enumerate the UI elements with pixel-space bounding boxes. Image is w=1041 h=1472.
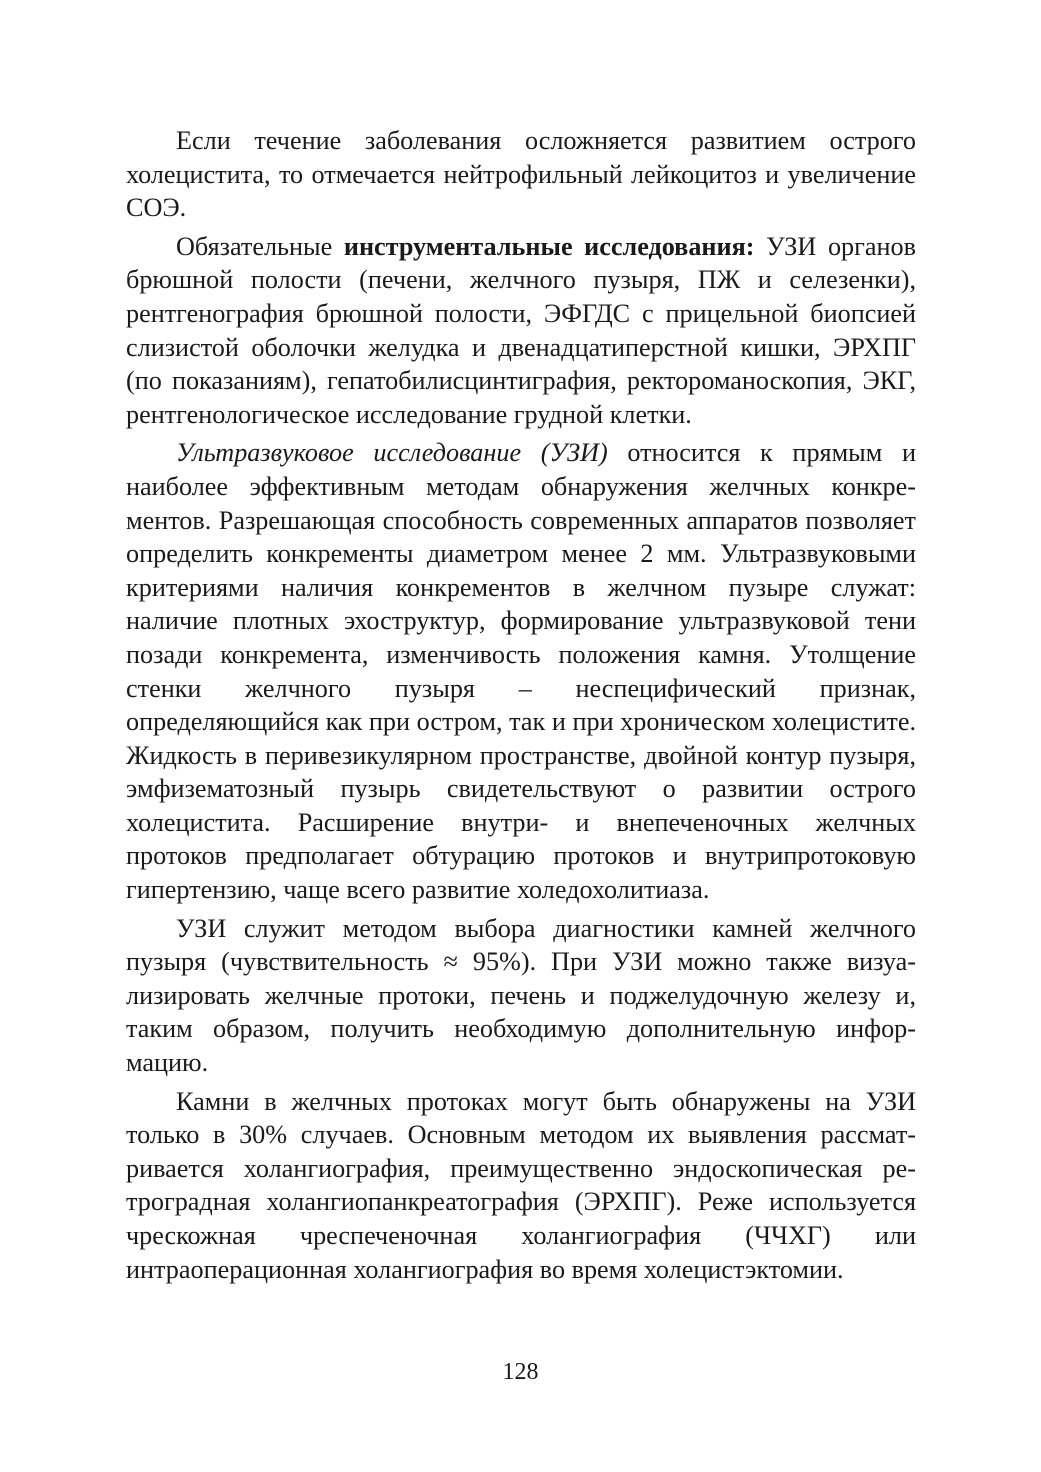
paragraph-5: Камни в желчных протоках могут быть обнаружены на УЗИ только в 30% случаев. Основным методом их выявления рассматривается холангиография, преимущественно эндоскопическая ретроградная холангиопанкреатография (ЭРХПГ). Реже используется чрескожная чреспеченочная холангиография (ЧЧХГ) или интраоперационная холангиография во время холецистэктомии. xyxy=(126,1086,916,1284)
paragraph-2-bold-term: инструментальные исследования: xyxy=(343,231,755,261)
paragraph-3-rest: относится к прямым и наиболее эффективным методам обнаружения желчных конкрементов. Разрешающая способность современных аппаратов позволяет определить конкременты диаметром менее 2 мм. Ультразвуковыми критериями наличия конкрементов в желчном пузыре служат: наличие плотных эхоструктур, формирование ультразвуковой тени позади конкремента, изменчивость положения камня. Утолщение стенки желчного пузыря – неспецифический признак, определяющийся как при остром, так и при хроническом холецистите. Жидкость в перивезикулярном пространстве, двойной контур пузыря, эмфизематозный пузырь свидетельствуют о развитии острого холецистита. Расширение внутри- и внепеченочных желчных протоков предполагает обтурацию протоков и внутрипротоковую гипертензию, чаще всего развитие холедохолитиаза. xyxy=(126,438,916,905)
page-body xyxy=(126,124,916,1286)
paragraph-3-italic-term: Ультразвуковое исследование (УЗИ) xyxy=(176,438,608,468)
paragraph-2-rest: УЗИ органов брюшной полости (печени, желчного пузыря, ПЖ и селезенки), рентгенография брюшной полости, ЭФГДС с прицельной биопсией слизистой оболочки желудка и двенадцатиперстной кишки, ЭРХПГ (по показаниям), гепатобилисцинтиграфия, ректороманоскопия, ЭКГ, рентгенологическое исследование грудной клетки. xyxy=(126,231,916,429)
paragraph-1: Если течение заболевания осложняется развитием острого холецистита, то отмечается нейтрофильный лейкоцитоз и увеличение СОЭ. xyxy=(126,126,916,223)
page-number: 128 xyxy=(502,1359,539,1385)
paragraph-3 xyxy=(126,436,916,906)
paragraph-2 xyxy=(126,230,916,432)
paragraph-2-lead: Обязательные xyxy=(176,231,344,261)
paragraph-4: УЗИ служит методом выбора диагностики камней желчного пузыря (чувствительность ≈ 95%). При УЗИ можно также визуализировать желчные протоки, печень и поджелудочную железу и, таким образом, получить необходимую дополнительную информацию. xyxy=(126,913,916,1078)
